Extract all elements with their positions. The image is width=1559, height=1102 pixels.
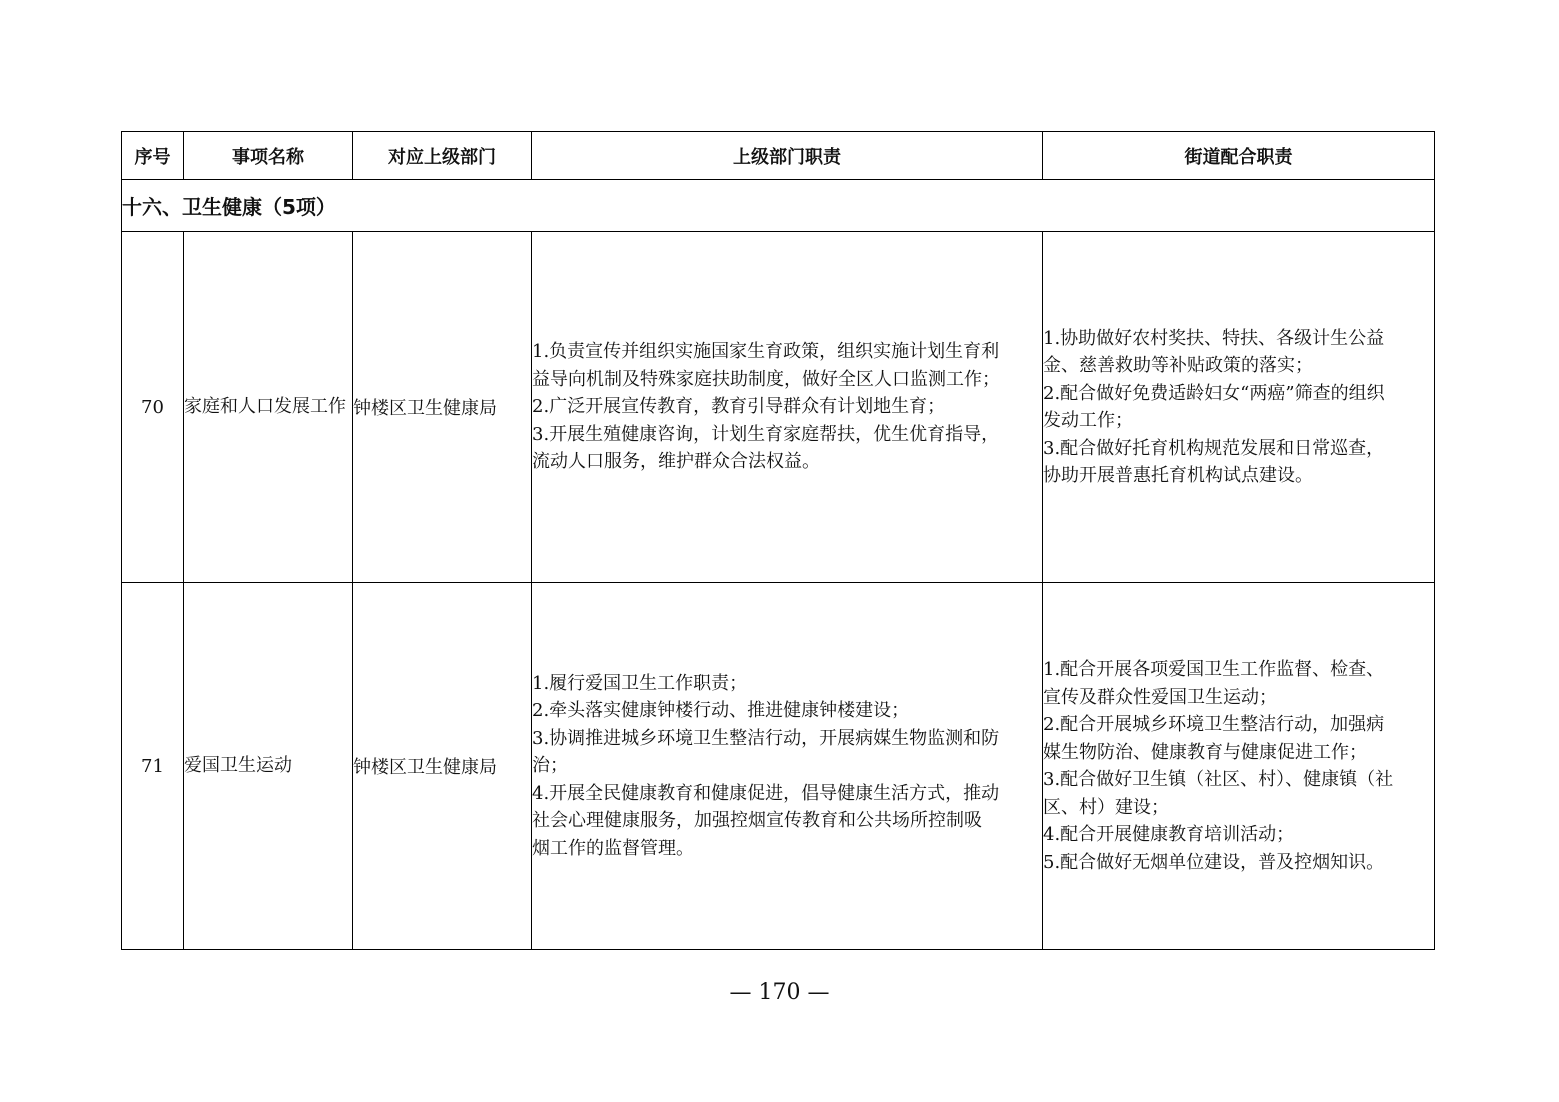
- duty-line: 流动人口服务，维护群众合法权益。: [532, 451, 820, 473]
- header-number: 序号: [122, 132, 184, 180]
- section-row: [122, 180, 1435, 232]
- duty-line: 1.负责宣传并组织实施国家生育政策，组织实施计划生育利: [532, 341, 1000, 363]
- duty-line: 4.配合开展健康教育培训活动；: [1043, 824, 1295, 845]
- row-superior-duties: [532, 583, 1043, 950]
- duty-line: 2.广泛开展宣传教育，教育引导群众有计划地生育；: [532, 396, 946, 418]
- header-row: [122, 132, 1435, 180]
- row-street-duties: [1043, 583, 1435, 950]
- duty-line: 5.配合做好无烟单位建设，普及控烟知识。: [1043, 851, 1385, 873]
- row-item-name: 家庭和人口发展工作: [184, 232, 353, 583]
- section-title: 十六、卫生健康（5项）: [122, 180, 1435, 232]
- duty-line: 3.配合做好托育机构规范发展和日常巡查，: [1043, 437, 1385, 459]
- header-superior-duties: 上级部门职责: [532, 132, 1043, 180]
- duty-line: 宣传及群众性爱国卫生运动；: [1043, 686, 1277, 708]
- row-department: 钟楼区卫生健康局: [353, 583, 532, 950]
- duty-line: 4.开展全民健康教育和健康促进，倡导健康生活方式，推动: [532, 782, 1000, 804]
- duty-line: 益导向机制及特殊家庭扶助制度，做好全区人口监测工作；: [532, 368, 1000, 390]
- table-row: [122, 583, 1435, 950]
- duty-line: 金、慈善救助等补贴政策的落实；: [1043, 355, 1313, 376]
- row-item-name: 爱国卫生运动: [184, 583, 353, 950]
- duty-line: 烟工作的监督管理。: [532, 837, 694, 859]
- duty-table: [121, 131, 1435, 950]
- row-number: 71: [122, 583, 184, 950]
- header-department: 对应上级部门: [353, 132, 532, 180]
- duty-line: 社会心理健康服务，加强控烟宣传教育和公共场所控制吸: [532, 810, 982, 832]
- duty-line: 媒生物防治、健康教育与健康促进工作；: [1043, 741, 1367, 763]
- duty-line: 协助开展普惠托育机构试点建设。: [1043, 465, 1313, 486]
- duty-line: 3.协调推进城乡环境卫生整洁行动，开展病媒生物监测和防: [532, 727, 1000, 749]
- duty-line: 1.协助做好农村奖扶、特扶、各级计生公益: [1043, 327, 1385, 349]
- duty-line: 区、村）建设；: [1043, 796, 1169, 818]
- row-superior-duties: [532, 232, 1043, 583]
- header-item-name: 事项名称: [184, 132, 353, 180]
- duty-line: 1.履行爱国卫生工作职责；: [532, 672, 748, 694]
- header-street-duties: 街道配合职责: [1043, 132, 1435, 180]
- duty-line: 治；: [532, 755, 568, 777]
- row-department: 钟楼区卫生健康局: [353, 232, 532, 583]
- row-street-duties: [1043, 232, 1435, 583]
- duty-line: 发动工作；: [1043, 410, 1133, 431]
- duty-line: 3.开展生殖健康咨询，计划生育家庭帮扶，优生优育指导，: [532, 423, 1000, 445]
- duty-line: 3.配合做好卫生镇（社区、村）、健康镇（社: [1043, 769, 1394, 790]
- duty-line: 2.牵头落实健康钟楼行动、推进健康钟楼建设；: [532, 700, 910, 722]
- page-number: — 170 —: [729, 980, 830, 1005]
- table-row: [122, 232, 1435, 583]
- row-number: 70: [122, 232, 184, 583]
- duty-line: 2.配合做好免费适龄妇女“两癌”筛查的组织: [1043, 382, 1385, 404]
- duty-line: 1.配合开展各项爱国卫生工作监督、检查、: [1043, 659, 1385, 680]
- duty-line: 2.配合开展城乡环境卫生整洁行动，加强病: [1043, 714, 1385, 735]
